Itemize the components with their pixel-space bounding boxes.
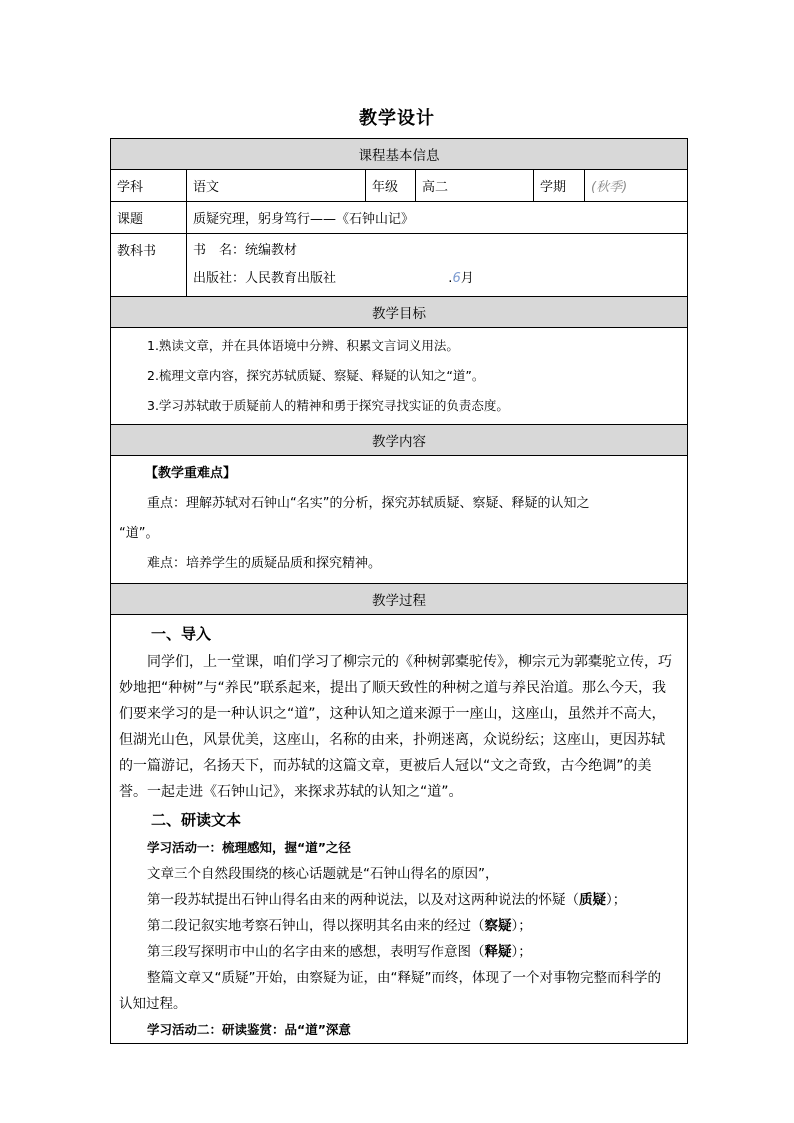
topic-value: 质疑究理，躬身笃行——《石钟山记》 xyxy=(187,202,688,234)
activity-one-line: 第二段记叙实地考察石钟山，得以探明其名由来的经过（察疑）； xyxy=(147,918,532,934)
term-label: 学期 xyxy=(534,170,585,202)
key-point: 重点：理解苏轼对石钟山“名实”的分析，探究苏轼质疑、察疑、释疑的认知之 xyxy=(147,496,590,511)
objective-item: 3.学习苏轼敢于质疑前人的精神和勇于探究寻找实证的负责态度。 xyxy=(147,398,509,413)
objectives-header: 教学目标 xyxy=(111,297,688,328)
subject-label: 学科 xyxy=(111,170,187,202)
textbook-info xyxy=(187,234,688,297)
publish-month: 6 xyxy=(452,271,461,286)
focus-title: 【教学重难点】 xyxy=(145,466,237,481)
publisher: 出版社：人民教育出版社 xyxy=(193,271,337,286)
activity-two-title: 学习活动二：研读鉴赏：品“道”深意 xyxy=(147,1022,351,1037)
basic-info-header: 课程基本信息 xyxy=(111,139,688,170)
activity-one-line: 第三段写探明市中山的名字由来的感想，表明写作意图（释疑）； xyxy=(147,944,532,960)
subject-value: 语文 xyxy=(187,170,366,202)
objective-item: 1.熟读文章，并在具体语境中分辨、积累文言词义用法。 xyxy=(147,338,459,353)
objectives-block xyxy=(111,328,688,425)
section-reading-title: 二、研读文本 xyxy=(151,811,242,829)
activity-one-line: 文章三个自然段围绕的核心话题就是“石钟山得名的原因”， xyxy=(147,866,499,882)
book-name: 书 名：统编教材 xyxy=(193,243,298,258)
content-header: 教学内容 xyxy=(111,425,688,456)
term-value: (秋季) xyxy=(585,170,688,202)
publish-month-suffix: 月 xyxy=(460,271,474,286)
publisher-line xyxy=(193,265,681,293)
document-title: 教学设计 xyxy=(359,108,435,129)
content-block xyxy=(111,456,688,584)
lesson-plan-table xyxy=(110,138,688,1044)
activity-one-line: 第一段苏轼提出石钟山得名由来的两种说法，以及对这两种说法的怀疑（质疑）； xyxy=(147,892,627,908)
activity-one-title: 学习活动一：梳理感知，握“道”之径 xyxy=(147,840,351,855)
key-point-continued: “道”。 xyxy=(119,526,159,541)
topic-label: 课题 xyxy=(111,202,187,234)
activity-one-summary: 整篇文章又“质疑”开始，由察疑为证，由“释疑”而终，体现了一个对事物完整而科学的认知过程。 xyxy=(119,970,661,1012)
grade-label: 年级 xyxy=(366,170,416,202)
publish-date-prefix: . xyxy=(448,271,453,286)
process-block xyxy=(111,615,688,1044)
process-header: 教学过程 xyxy=(111,584,688,615)
difficulty-point: 难点：培养学生的质疑品质和探究精神。 xyxy=(147,556,382,571)
objective-item: 2.梳理文章内容，探究苏轼质疑、察疑、释疑的认知之“道”。 xyxy=(147,368,485,383)
grade-value: 高二 xyxy=(416,170,534,202)
section-intro-title: 一、导入 xyxy=(151,625,212,643)
intro-paragraph: 同学们，上一堂课，咱们学习了柳宗元的《种树郭橐驼传》，柳宗元为郭橐驼立传，巧妙地把“种树”与“养民”联系起来，提出了顺天致性的种树之道与养民治道。那么今天，我们要来学习的是一种认识之“道”，这种认知之道来源于一座山，这座山，虽然并不高大，但湖光山色，风景优美，这座山，名称的由来，扑朔迷离，众说纷纭；这座山，更因苏轼的一篇游记，名扬天下，而苏轼的这篇文章，更被后人冠以“文之奇致，古今绝调”的美誉。一起走进《石钟山记》，来探求苏轼的认知之“道”。 xyxy=(119,654,672,800)
textbook-label: 教科书 xyxy=(111,234,187,297)
